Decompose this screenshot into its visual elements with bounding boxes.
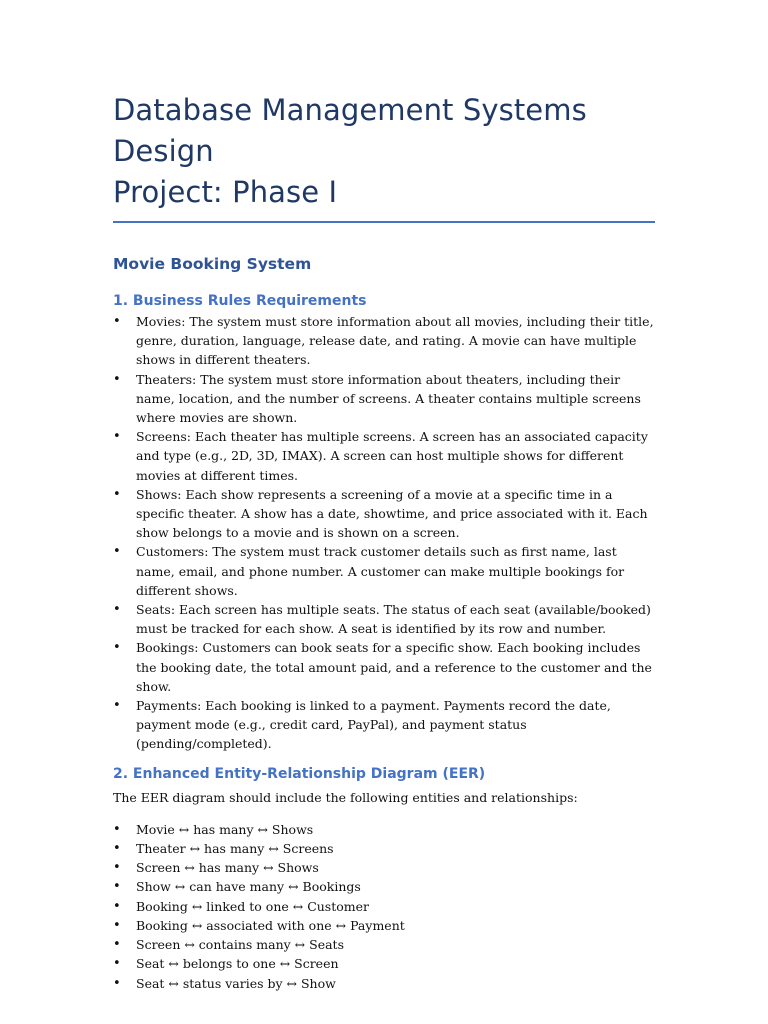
list-item — [113, 370, 655, 428]
bullet-icon: • — [113, 371, 121, 387]
bullet-icon: • — [113, 937, 121, 953]
eer-relationships-list — [113, 820, 655, 993]
list-item-text: Screen ↔ contains many ↔ Seats — [136, 937, 344, 953]
bullet-icon: • — [113, 956, 121, 972]
list-item — [113, 427, 655, 485]
bullet-icon: • — [113, 879, 121, 895]
bullet-icon: • — [113, 486, 121, 502]
list-item — [113, 696, 655, 754]
bullet-icon: • — [113, 917, 121, 933]
list-item-text: Booking ↔ associated with one ↔ Payment — [136, 917, 405, 933]
document-title — [113, 90, 655, 213]
list-item — [113, 877, 655, 896]
list-item — [113, 542, 655, 600]
document-page — [113, 90, 655, 993]
list-item-text: Booking ↔ linked to one ↔ Customer — [136, 898, 369, 914]
bullet-icon: • — [113, 821, 121, 837]
list-item — [113, 974, 655, 993]
bullet-icon: • — [113, 698, 121, 714]
list-item-text: Theater ↔ has many ↔ Screens — [136, 841, 334, 857]
list-item-text: Screen ↔ has many ↔ Shows — [136, 860, 319, 876]
title-line-2: Project: Phase I — [113, 175, 338, 209]
eer-intro-text: The EER diagram should include the following entities and relationships: — [113, 789, 578, 805]
bullet-icon: • — [113, 898, 121, 914]
bullet-icon: • — [113, 544, 121, 560]
title-line-1: Database Management Systems Design — [113, 93, 587, 168]
list-item-text: Screens: Each theater has multiple screens. A screen has an associated capacity and type (e.g., 2D, 3D, IMAX). A screen can host multiple shows for different movies at different times. — [136, 429, 648, 483]
list-item — [113, 935, 655, 954]
bullet-icon: • — [113, 429, 121, 445]
bullet-icon: • — [113, 841, 121, 857]
list-item-text: Movie ↔ has many ↔ Shows — [136, 821, 314, 837]
bullet-icon: • — [113, 860, 121, 876]
list-item — [113, 916, 655, 935]
list-item-text: Show ↔ can have many ↔ Bookings — [136, 879, 361, 895]
list-item — [113, 600, 655, 638]
list-item — [113, 954, 655, 973]
document-subtitle: Movie Booking System — [113, 255, 312, 273]
list-item-text: Seats: Each screen has multiple seats. The status of each seat (available/booked) must be tracked for each show. A seat is identified by its row and number. — [136, 602, 651, 637]
title-underline — [113, 221, 655, 223]
bullet-icon: • — [113, 314, 121, 329]
list-item — [113, 858, 655, 877]
bullet-icon: • — [113, 602, 121, 618]
list-item — [113, 897, 655, 916]
list-item — [113, 839, 655, 858]
bullet-icon: • — [113, 975, 121, 991]
list-item-text: Bookings: Customers can book seats for a specific show. Each booking includes the booking date, the total amount paid, and a reference to the customer and the show. — [136, 640, 652, 694]
list-item — [113, 820, 655, 839]
list-item-text: Theaters: The system must store information about theaters, including their name, location, and the number of screens. A theater contains multiple screens where movies are shown. — [136, 371, 641, 426]
list-item — [113, 638, 655, 696]
section-heading-eer: 2. Enhanced Entity-Relationship Diagram (EER) — [113, 765, 486, 782]
list-item-text: Shows: Each show represents a screening of a movie at a specific time in a specific theater. A show has a date, showtime, and price associated with it. Each show belongs to a movie and is shown on a screen. — [136, 486, 648, 541]
section-heading-business-rules: 1. Business Rules Requirements — [113, 293, 367, 309]
business-rules-list — [113, 312, 655, 754]
bullet-icon: • — [113, 640, 121, 656]
list-item-text: Seat ↔ belongs to one ↔ Screen — [136, 956, 339, 972]
list-item-text: Payments: Each booking is linked to a payment. Payments record the date, payment mode (e.g., credit card, PayPal), and payment status (pending/completed). — [136, 698, 611, 752]
list-item-text: Movies: The system must store information about all movies, including their title, genre, duration, language, release date, and rating. A movie can have multiple shows in different theaters. — [136, 314, 654, 368]
list-item-text: Customers: The system must track customer details such as first name, last name, email, and phone number. A customer can make multiple bookings for different shows. — [136, 544, 625, 598]
list-item — [113, 485, 655, 543]
list-item — [113, 312, 655, 370]
list-item-text: Seat ↔ status varies by ↔ Show — [136, 975, 336, 991]
